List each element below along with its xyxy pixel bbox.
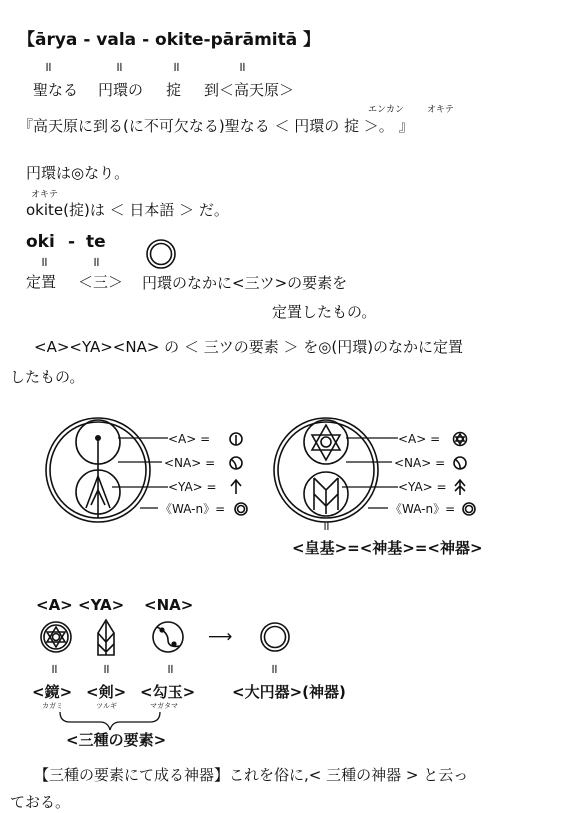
eq-mark: ॥ (102, 662, 110, 677)
legend-ya: <YA> = (168, 480, 217, 494)
legend-na: <NA> = (164, 456, 216, 470)
word-te: te (86, 232, 106, 252)
gloss-circle: 円環の (98, 81, 144, 99)
arrow-right: ⟶ (208, 627, 233, 647)
ya-icon (231, 480, 241, 494)
eq-mark: ॥ (44, 60, 52, 75)
label-daienki: <大円器>(神器) (232, 683, 346, 701)
legend-a: <A> = (168, 432, 211, 446)
row-label-a: <A> (36, 596, 73, 614)
legend-na-2: <NA> = (394, 456, 446, 470)
word-oki: oki (26, 232, 55, 252)
legend-a-2: <A> = (398, 432, 441, 446)
enkan-diagram-right (274, 418, 378, 522)
enkan-diagram-left (46, 418, 150, 522)
row-label-na: <NA> (144, 596, 194, 614)
gloss-holy: 聖なる (33, 81, 79, 99)
line-okite: okite(掟)は ＜ 日本語 ＞ だ。 (26, 201, 229, 219)
paragraph-1b: したもの。 (10, 368, 85, 386)
eq-mark: ॥ (238, 60, 246, 75)
ruby-kagami: カガミ (42, 702, 63, 710)
a-icon-hexagram (454, 433, 467, 446)
na-icon (230, 457, 242, 469)
word-san: ＜三＞ (78, 273, 124, 291)
eq-mark: ॥ (172, 60, 180, 75)
a-icon (230, 433, 242, 445)
gloss-law: 掟 (166, 81, 182, 99)
wan-icon-2 (463, 503, 475, 515)
ruby-okite: オキテ (427, 105, 455, 115)
ruby-okite-2: オキテ (31, 190, 59, 200)
eq-mark: ॥ (322, 519, 330, 534)
paragraph-2: 【三種の要素にて成る神器】これを俗に,< 三種の神器 > と云っ (34, 766, 469, 784)
legend-ya-2: <YA> = (398, 480, 447, 494)
wan-icon (235, 503, 247, 515)
ruby-enkan: エンカン (368, 105, 405, 115)
line-enkan: 円環は◎なり。 (26, 164, 130, 182)
magatama-icon (153, 622, 183, 652)
desc-line-1: 円環のなかに<三ツ>の要素を (142, 274, 348, 292)
na-icon-2 (454, 457, 466, 469)
circle-ring-icon (147, 240, 175, 268)
legend-wan: 《WA-n》= (160, 502, 226, 516)
sanshu-label: <三種の要素> (66, 731, 167, 749)
title-line: 【ārya - vala - okite-pārāmitā 】 (18, 30, 321, 50)
ruby-tsurugi: ツルギ (96, 702, 117, 710)
bracket (60, 712, 160, 730)
legend-wan-2: 《WA-n》= (390, 502, 456, 516)
paragraph-2b: ておる。 (10, 793, 71, 811)
eq-mark: ॥ (92, 255, 100, 270)
label-tsurugi: <剣> (86, 683, 127, 701)
kagami-icon (41, 622, 71, 652)
eq-mark: ॥ (270, 662, 278, 677)
ruby-magatama: マガタマ (150, 702, 178, 710)
word-dash: - (68, 232, 76, 252)
sentence-takamagahara: 『高天原に到る(に不可欠なる)聖なる ＜ 円環の 掟 ＞。 』 (18, 117, 414, 135)
eq-mark: ॥ (115, 60, 123, 75)
row-label-ya: <YA> (78, 596, 125, 614)
eq-mark: ॥ (166, 662, 174, 677)
eq-mark: ॥ (40, 255, 48, 270)
label-kagami: <鏡> (32, 683, 73, 701)
word-teichi: 定置 (26, 273, 57, 291)
paragraph-1: <A><YA><NA> の ＜ 三ツの要素 ＞ を◎(円環)のなかに定置 (34, 338, 464, 356)
tsurugi-icon (98, 620, 114, 655)
gloss-arrive: 到＜高天原＞ (204, 81, 295, 99)
eq-mark: ॥ (50, 662, 58, 677)
ya-icon-2 (455, 480, 465, 495)
kouki-line: <皇基>=<神基>=<神器> (292, 539, 483, 557)
daienki-icon (261, 623, 289, 651)
desc-line-2: 定置したもの。 (272, 303, 377, 321)
label-magatama: <勾玉> (140, 683, 196, 701)
